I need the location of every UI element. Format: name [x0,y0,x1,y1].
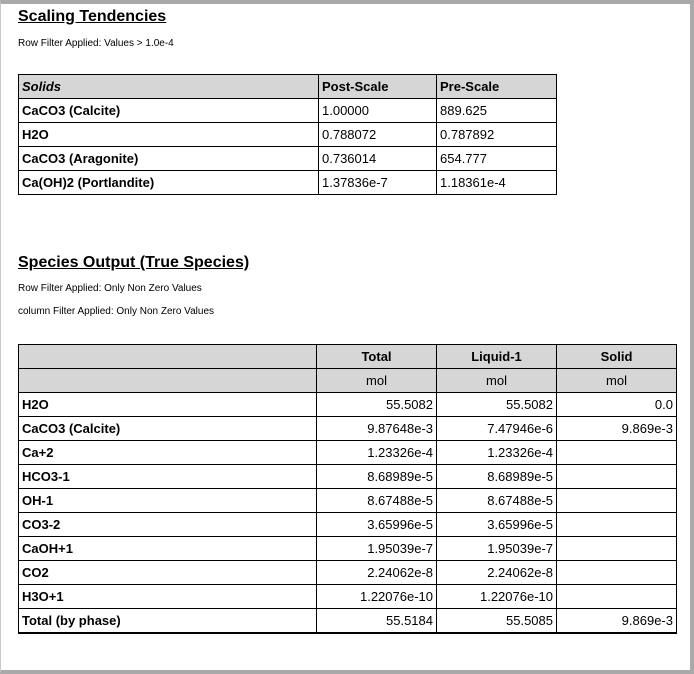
solid-name: H2O [19,123,319,147]
table-row [19,585,677,609]
solid-value [557,537,677,561]
solid-value [557,561,677,585]
scaling-filter-note: Row Filter Applied: Values > 1.0e-4 [18,38,174,49]
table-row [19,513,677,537]
total-value: 2.24062e-8 [317,561,437,585]
species-name: CaOH+1 [19,537,317,561]
pre-scale-value: 654.777 [437,147,557,171]
species-header-row [19,345,677,369]
solid-value [557,441,677,465]
species-name: CaCO3 (Calcite) [19,417,317,441]
total-row [19,609,677,633]
solid-name: CaCO3 (Aragonite) [19,147,319,171]
species-column-filter-note: column Filter Applied: Only Non Zero Values [18,306,215,317]
total-value: 9.87648e-3 [317,417,437,441]
total-value: 1.95039e-7 [317,537,437,561]
pre-scale-value: 0.787892 [437,123,557,147]
total-value: 8.67488e-5 [317,489,437,513]
table-row [19,123,557,147]
liquid-value: 1.23326e-4 [437,441,557,465]
table-row [19,99,557,123]
post-scale-value: 0.736014 [319,147,437,171]
species-table [18,344,677,634]
unit-solid: mol [557,369,677,393]
unit-liquid-1: mol [437,369,557,393]
col-post-scale: Post-Scale [319,75,437,99]
col-solid: Solid [557,345,677,369]
scaling-title: Scaling Tendencies [18,8,167,25]
post-scale-value: 0.788072 [319,123,437,147]
liquid-value: 7.47946e-6 [437,417,557,441]
total-value: 1.23326e-4 [317,441,437,465]
scaling-header-row [19,75,557,99]
table-row [19,465,677,489]
table-row [19,489,677,513]
post-scale-value: 1.37836e-7 [319,171,437,195]
liquid-value: 1.95039e-7 [437,537,557,561]
species-name: CO2 [19,561,317,585]
total-value: 1.22076e-10 [317,585,437,609]
liquid-value: 1.22076e-10 [437,585,557,609]
species-name: OH-1 [19,489,317,513]
table-row [19,171,557,195]
col-liquid-1: Liquid-1 [437,345,557,369]
liquid-value: 8.67488e-5 [437,489,557,513]
liquid-value: 55.5082 [437,393,557,417]
col-pre-scale: Pre-Scale [437,75,557,99]
liquid-value: 2.24062e-8 [437,561,557,585]
solid-name: CaCO3 (Calcite) [19,99,319,123]
solid-value: 9.869e-3 [557,609,677,633]
species-name: H2O [19,393,317,417]
species-name: Total (by phase) [19,609,317,633]
total-value: 55.5184 [317,609,437,633]
solid-value: 0.0 [557,393,677,417]
total-value: 3.65996e-5 [317,513,437,537]
solid-value [557,489,677,513]
species-corner-cell [19,345,317,369]
total-value: 55.5082 [317,393,437,417]
table-row [19,417,677,441]
species-unit-row [19,369,677,393]
solid-value [557,585,677,609]
table-row [19,393,677,417]
solid-value: 9.869e-3 [557,417,677,441]
post-scale-value: 1.00000 [319,99,437,123]
solid-name: Ca(OH)2 (Portlandite) [19,171,319,195]
total-value: 8.68989e-5 [317,465,437,489]
table-row [19,561,677,585]
scaling-table [18,74,557,195]
liquid-value: 8.68989e-5 [437,465,557,489]
species-name: H3O+1 [19,585,317,609]
solid-value [557,465,677,489]
species-name: Ca+2 [19,441,317,465]
table-row [19,537,677,561]
table-row [19,441,677,465]
table-row [19,147,557,171]
species-row-filter-note: Row Filter Applied: Only Non Zero Values [18,283,202,294]
liquid-value: 55.5085 [437,609,557,633]
species-title: Species Output (True Species) [18,254,250,271]
liquid-value: 3.65996e-5 [437,513,557,537]
pre-scale-value: 1.18361e-4 [437,171,557,195]
species-name: CO3-2 [19,513,317,537]
pre-scale-value: 889.625 [437,99,557,123]
unit-corner-cell [19,369,317,393]
col-solids: Solids [19,75,319,99]
solid-value [557,513,677,537]
species-name: HCO3-1 [19,465,317,489]
col-total: Total [317,345,437,369]
unit-total: mol [317,369,437,393]
